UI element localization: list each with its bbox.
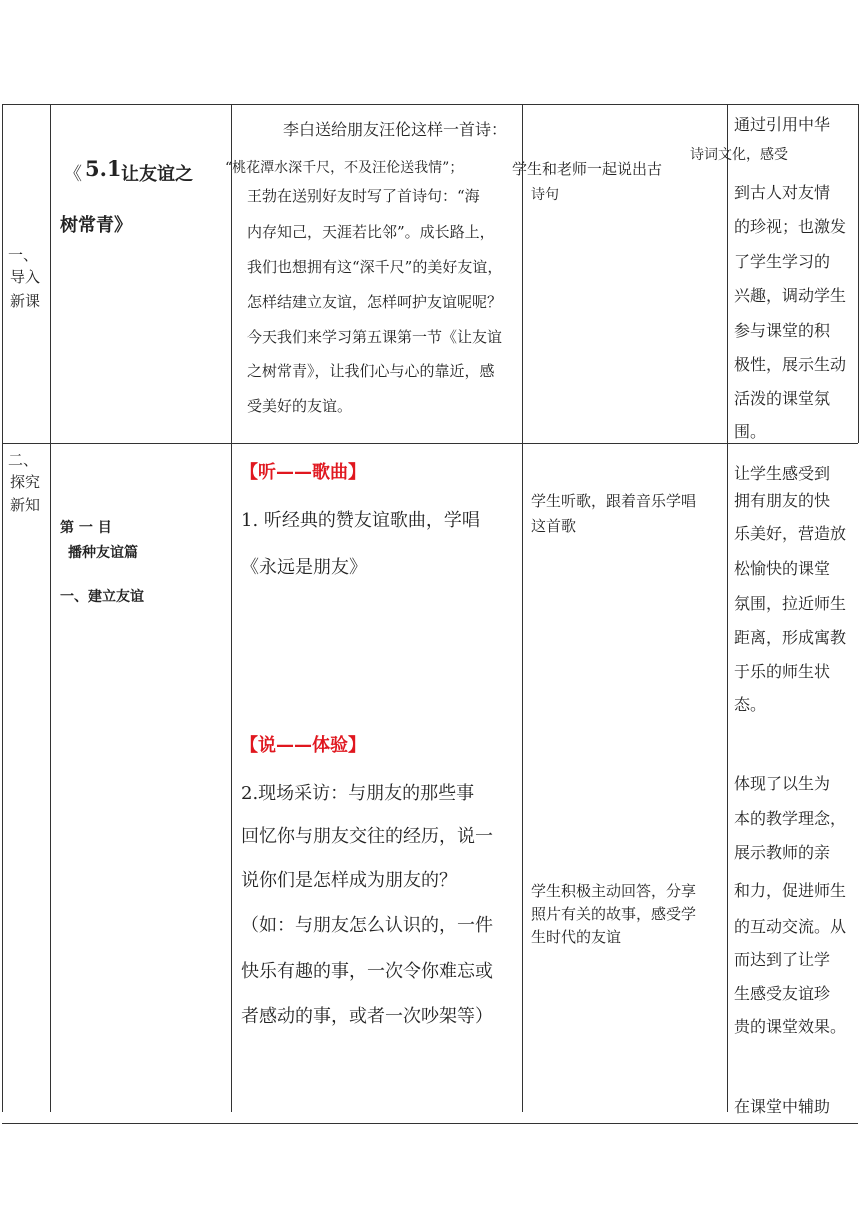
table-left-border — [2, 104, 3, 1112]
column-divider-1 — [50, 104, 51, 1112]
row-divider — [2, 443, 858, 444]
section-label: 新课 — [10, 292, 41, 310]
section-label: 新知 — [10, 496, 41, 514]
column-divider-3 — [522, 104, 523, 1112]
subheading-listen: 【听——歌曲】 — [240, 462, 366, 483]
subheading-speak: 【说——体验】 — [240, 735, 366, 756]
section-label: 探究 — [10, 473, 41, 491]
section-number: 一、 — [8, 246, 39, 264]
table-right-border — [858, 104, 859, 443]
section-label: 导入 — [10, 268, 41, 286]
column-divider-2 — [231, 104, 232, 1112]
column-divider-4 — [727, 104, 728, 1112]
section-number: 二、 — [8, 451, 39, 469]
page-footer-rule — [2, 1123, 858, 1124]
table-top-border — [2, 104, 858, 105]
